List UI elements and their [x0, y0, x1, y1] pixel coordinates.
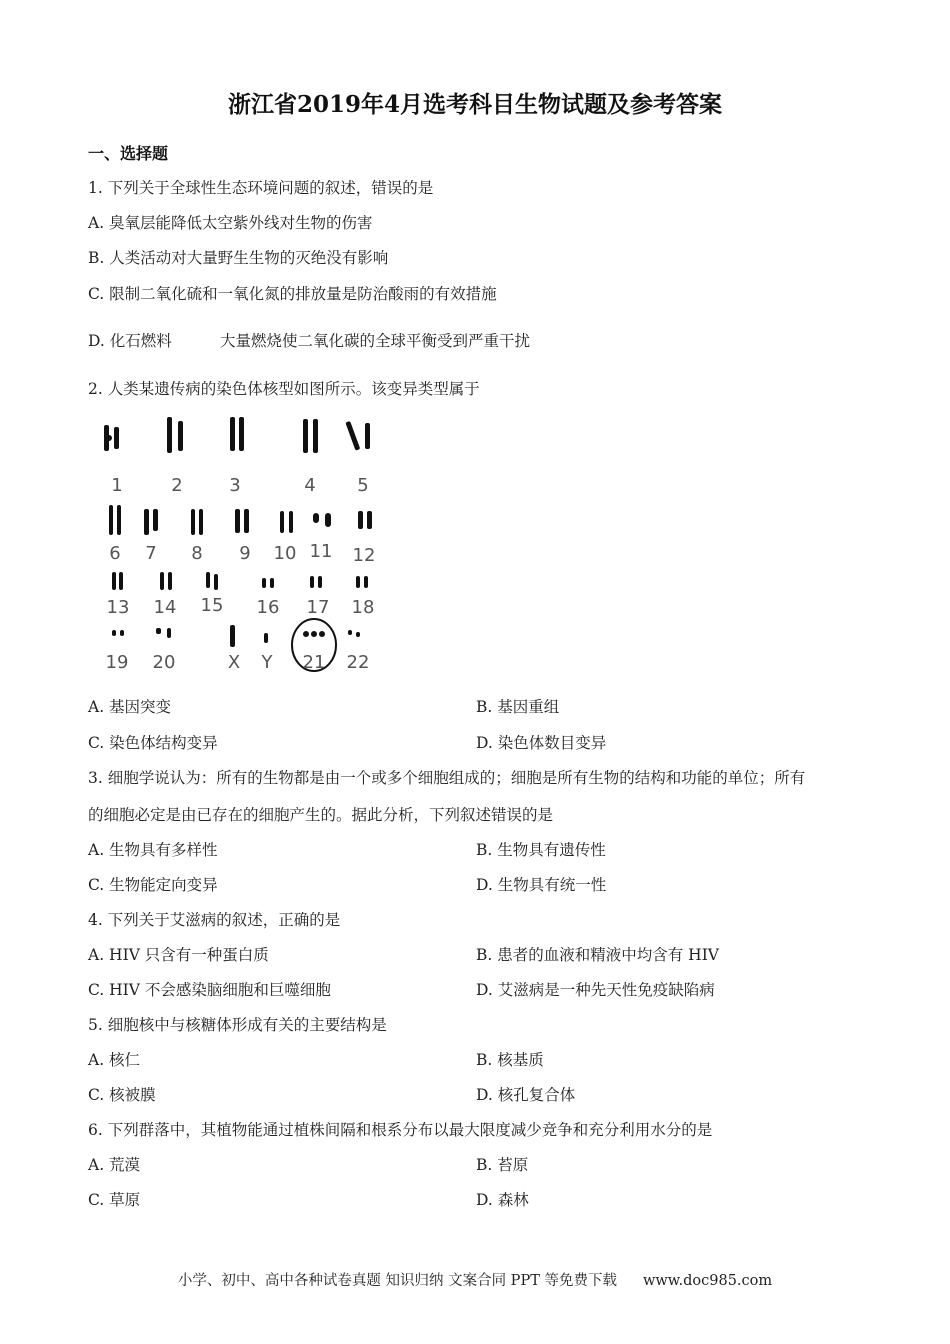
chromosome-label-22: 22: [346, 652, 370, 673]
chromosome-trisomy-21: [303, 631, 325, 637]
chromosome-pair-4: [303, 419, 318, 453]
q5-option-b: B. 核基质: [476, 1051, 544, 1069]
q1-option-d-part1: D. 化石燃料: [88, 332, 172, 350]
q1-option-c: C. 限制二氧化硫和一氧化氮的排放量是防治酸雨的有效措施: [88, 285, 497, 303]
karyotype-figure: [95, 405, 395, 677]
q1-stem: 1. 下列关于全球性生态环境问题的叙述，错误的是: [88, 179, 434, 197]
chromosome-pair-15: [206, 572, 218, 590]
section-heading: 一、选择题: [88, 144, 169, 163]
chromosome-label-9: 9: [239, 543, 251, 564]
chromosome-label-15: 15: [200, 595, 224, 616]
chromosome-label-1: 1: [111, 475, 123, 496]
q5-option-c: C. 核被膜: [88, 1086, 156, 1104]
q1-option-a: A. 臭氧层能降低太空紫外线对生物的伤害: [88, 214, 373, 232]
chromosome-label-5: 5: [357, 475, 369, 496]
q3-option-d: D. 生物具有统一性: [476, 876, 607, 894]
q1-option-b: B. 人类活动对大量野生生物的灭绝没有影响: [88, 249, 389, 267]
chromosome-pair-9: [235, 509, 249, 533]
chromosome-label-16: 16: [256, 597, 280, 618]
q1-option-d-part2: 大量燃烧使二氧化碳的全球平衡受到严重干扰: [220, 332, 531, 350]
chromosome-pair-3: [230, 417, 244, 451]
q4-option-a: A. HIV 只含有一种蛋白质: [88, 946, 269, 964]
chromosome-label-20: 20: [152, 652, 176, 673]
chromosome-pair-18: [356, 576, 368, 588]
chromosome-pair-22: [348, 630, 360, 637]
chromosome-label-8: 8: [191, 543, 203, 564]
chromosome-label-10: 10: [273, 543, 297, 564]
q2-option-a: A. 基因突变: [88, 698, 172, 716]
q6-option-d: D. 森林: [476, 1191, 529, 1209]
chromosome-label-x: X: [227, 652, 241, 673]
chromosome-label-21: 21: [302, 652, 326, 673]
chromosome-pair-19: [112, 630, 124, 636]
q5-stem: 5. 细胞核中与核糖体形成有关的主要结构是: [88, 1016, 387, 1034]
chromosome-label-13: 13: [106, 597, 130, 618]
chromosome-pair-7: [144, 509, 158, 535]
chromosome-pair-20: [156, 628, 171, 638]
q3-option-c: C. 生物能定向变异: [88, 876, 218, 894]
footer-url[interactable]: www.doc985.com: [642, 1273, 773, 1289]
chromosome-label-14: 14: [153, 597, 177, 618]
chromosome-y: [264, 633, 268, 643]
chromosome-label-4: 4: [304, 475, 316, 496]
chromosome-pair-17: [310, 576, 322, 588]
chromosome-pair-11: [313, 513, 331, 527]
chromosome-pair-12: [358, 511, 372, 529]
chromosome-pair-16: [262, 578, 274, 588]
q4-option-d: D. 艾滋病是一种先天性免疫缺陷病: [476, 981, 715, 999]
q2-stem: 2. 人类某遗传病的染色体核型如图所示。该变异类型属于: [88, 380, 480, 398]
chromosome-label-7: 7: [145, 543, 157, 564]
chromosome-x: [230, 625, 235, 647]
q6-option-a: A. 荒漠: [88, 1156, 141, 1174]
chromosome-label-17: 17: [306, 597, 330, 618]
chromosome-label-18: 18: [351, 597, 375, 618]
q4-stem: 4. 下列关于艾滋病的叙述，正确的是: [88, 911, 341, 929]
q6-stem: 6. 下列群落中，其植物能通过植株间隔和根系分布以最大限度减少竞争和充分利用水分的是: [88, 1121, 713, 1139]
q3-stem-line1: 3. 细胞学说认为：所有的生物都是由一个或多个细胞组成的；细胞是所有生物的结构和功能的单位；所有: [88, 769, 806, 787]
chromosome-pair-6: [109, 505, 121, 535]
chromosome-label-11: 11: [309, 541, 333, 562]
page-title: 浙江省2019年4月选考科目生物试题及参考答案: [227, 91, 723, 118]
chromosome-label-3: 3: [229, 475, 241, 496]
q4-option-c: C. HIV 不会感染脑细胞和巨噬细胞: [88, 981, 331, 999]
q5-option-d: D. 核孔复合体: [476, 1086, 576, 1104]
chromosome-label-12: 12: [352, 545, 376, 566]
q6-option-b: B. 苔原: [476, 1156, 529, 1174]
chromosome-label-2: 2: [171, 475, 183, 496]
chromosome-pair-8: [191, 509, 203, 535]
q4-option-b: B. 患者的血液和精液中均含有 HIV: [476, 946, 720, 964]
chromosome-label-19: 19: [105, 652, 129, 673]
q2-option-c: C. 染色体结构变异: [88, 734, 218, 752]
q5-option-a: A. 核仁: [88, 1051, 141, 1069]
chromosome-pair-10: [280, 511, 293, 533]
chromosome-label-y: Y: [261, 652, 273, 673]
chromosome-pair-13: [112, 572, 123, 590]
q2-option-b: B. 基因重组: [476, 698, 560, 716]
chromosome-pair-14: [160, 572, 172, 590]
footer-text: 小学、初中、高中各种试卷真题 知识归纳 文案合同 PPT 等免费下载: [177, 1273, 617, 1289]
chromosome-pair-1: [104, 425, 119, 451]
q3-stem-line2: 的细胞必定是由已存在的细胞产生的。据此分析，下列叙述错误的是: [88, 806, 554, 824]
q6-option-c: C. 草原: [88, 1191, 141, 1209]
page-footer: [0, 1269, 950, 1290]
chromosome-label-6: 6: [109, 543, 121, 564]
chromosome-pair-5: [345, 421, 370, 451]
chromosome-pair-2: [167, 417, 183, 453]
q3-option-a: A. 生物具有多样性: [88, 841, 218, 859]
q3-option-b: B. 生物具有遗传性: [476, 841, 606, 859]
q2-option-d: D. 染色体数目变异: [476, 734, 607, 752]
